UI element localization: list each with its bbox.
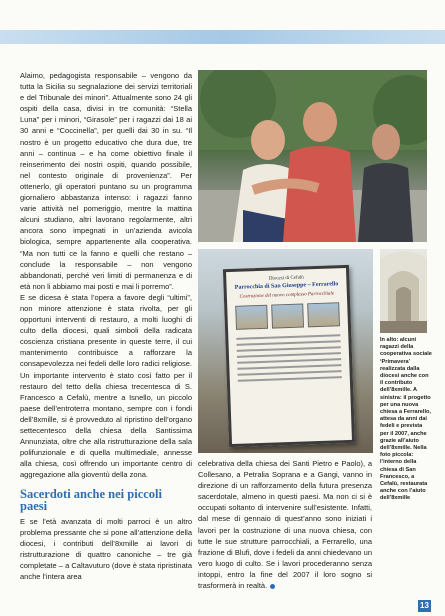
end-mark-icon: [270, 584, 275, 589]
photo-church-project-sign: [198, 249, 373, 453]
church-interior-illustration: [380, 249, 427, 333]
photo-church-interior: [380, 249, 427, 333]
sign-rendering: [307, 302, 340, 327]
paragraph: E se l’età avanzata di molti parroci è un altro problema pressante che si pone all’attenzione della diocesi, i contributi dell’8xmille ai lavori di ristrutturazione di quattro canoniche – tre già completate – a Caltavuturo (dove è stata ripristinata anche l’intera area: [20, 516, 192, 582]
paragraph: E se dicesa è stata l’opera a favore degli “ultimi”, non minore attenzione è stata rivolta, per gli opportuni interventi di restauro, a molti luoghi di culto della diocesi, quali simboli della radicata coscienza cristiana presente in queste terre, il cui mantenimento contribuisce a rafforzare la consapevolezza nei fedeli delle loro radici religiose. Un importante intervento è stato così fatto per il restauro del tetto della chiesa trecentesca di S. Francesco a Cefalù, mentre a Isnello, un piccolo paese dell’entroterra montano, sempre con i fondi dell’8xmille, si è provveduto al ripristino dell’organo settecentesco della chiesa della Santissima Annunziata, oltre che alla ristrutturazione della sala polifunzionale e di quella multimediale, annesse alla chiesa, così offrendo un importante centro di aggregazione alla gioventù della zona.: [20, 292, 192, 480]
sign-images: [233, 302, 342, 330]
article-left-column: [20, 70, 192, 582]
project-sign: [223, 265, 355, 447]
article-right-column: [198, 458, 372, 591]
sign-subtitle: Costruzione del nuovo complesso Parrocchiale: [239, 291, 335, 300]
header-band: [0, 30, 445, 44]
sign-heading: Diocesi di Cefalù: [268, 275, 304, 282]
paragraph: celebrativa della chiesa dei Santi Pietro e Paolo), a Collesano, a Petralia Soprana e a Gangi, vanno in direzione di un rafforzamento della futura presenza sacerdotale, almeno in questi paesi. Ma non ci si è occupati soltanto di intervenire sull’esistente. Infatti, dal mese di gennaio di quest’anno sono iniziati i lavori per la costruzione di una nuova chiesa, con tutte le sue strutture parrocchiali, a Ferrarello, una frazione di Blufi, dove i fedeli da anni chiedevano un vero luogo di culto. Se i lavori procederanno senza intoppi, entro la fine del 2007 il loro sogno si trasformerà in realtà.: [198, 459, 372, 591]
sign-rendering: [271, 303, 304, 328]
photo-youths-cooperative: [198, 70, 427, 242]
sign-text-lines: [236, 334, 341, 382]
paragraph: Alaimo, pedagogista responsabile – vengono da tutta la Sicilia su segnalazione dei servizi territoriali e del Tribunale dei minori”. Attualmente sono 24 gli ospiti della casa, divisi in tre comunità: “Stella Luna” per i minori, “Girasole” per i ragazzi dai 18 ai 30 anni e “Coccinella”, per quelli dai 30 in su. “Il nostro è un progetto educativo che dura due, tre anni – continua – e ha come obiettivo finale il reinserimento dei nostri ospiti, quando possibile, nel contesto originale di provenienza”. Per ottenerlo, gli operatori puntano su un programma giornaliero abbastanza intenso: i ragazzi fanno varie attività nel pomeriggio, mentre la mattina alcuni studiano, altri lavorano regolarmente, altri ancora sono impegnati in un’azienda avicola biologica, sempre appartenente alla cooperativa. “Ma non tutti ce la fanno e quelli che restano – conclude la responsabile – non vengono abbandonati, perché veri limiti di permanenza e di età non li abbiamo mai posti e mai li porremo”.: [20, 71, 192, 291]
page-number: 13: [418, 600, 431, 612]
photo-caption: In alto: alcuni ragazzi della cooperativa sociale ‘Primavera’ realizzata dalla diocesi anche con il contributo dell’8xmille. A sinistra: il progetto per una nuova chiesa a Ferrarello, attesa da anni dai fedeli e prevista per il 2007, anche grazie all’aiuto dell’8xmille. Nella foto piccola: l’interno della chiesa di San Francesco, a Cefalù, restaurata anche con l’aiuto dell’8xmille: [380, 337, 432, 502]
sign-title: Parrocchia di San Giuseppe – Ferrarello: [234, 281, 339, 291]
photo-youths-illustration: [198, 70, 427, 242]
sign-rendering: [235, 305, 268, 330]
section-heading: Sacerdoti anche nei piccoli paesi: [20, 487, 162, 513]
